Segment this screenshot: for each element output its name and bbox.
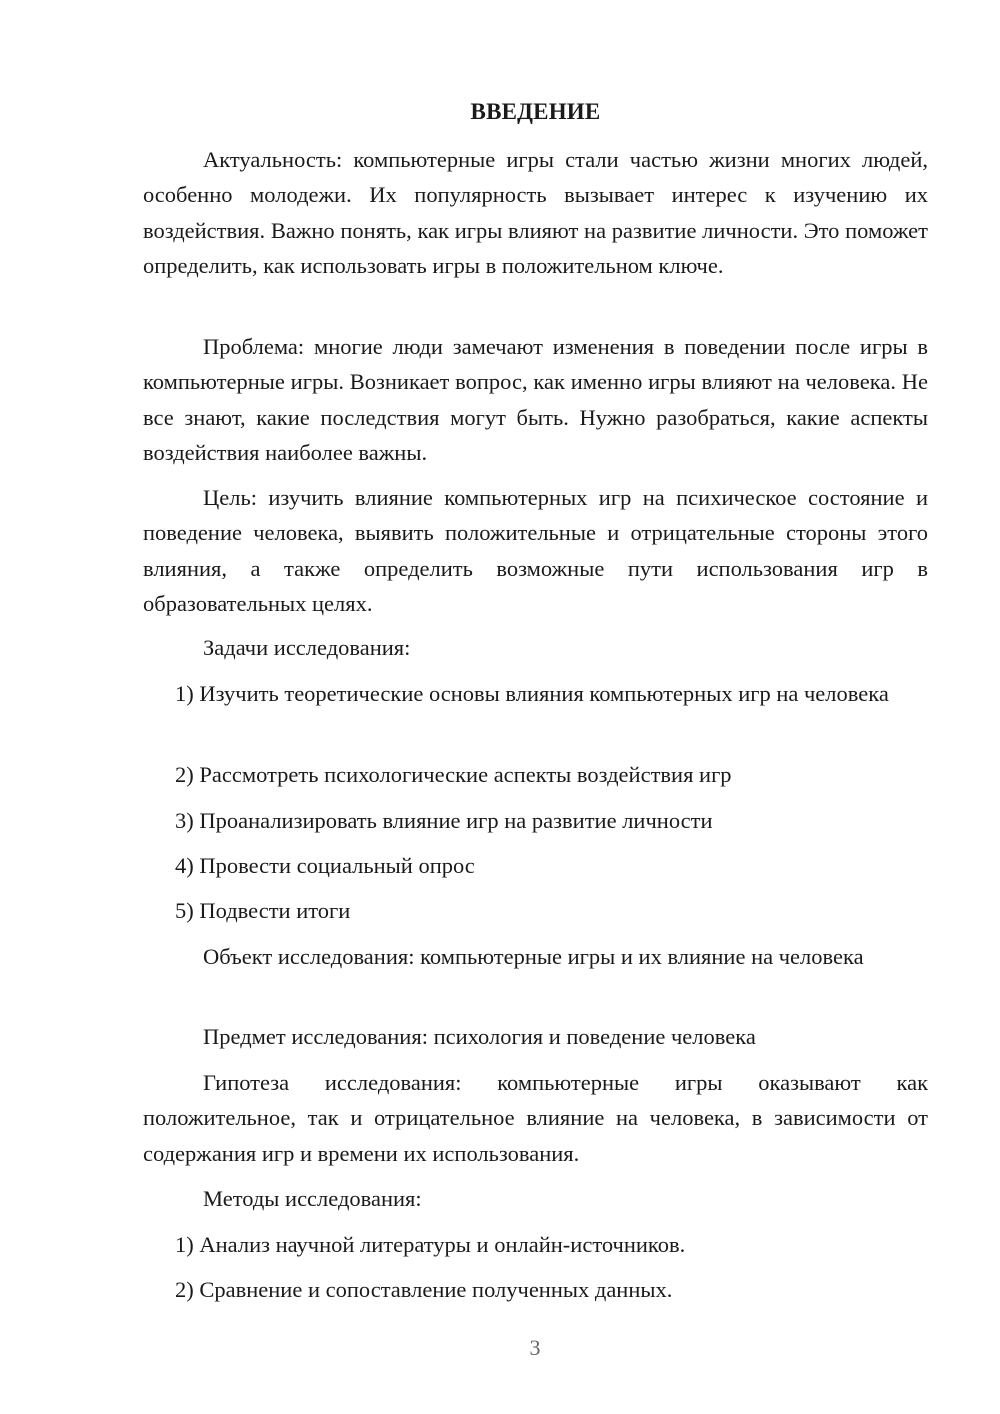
task-item-2: 2) Рассмотреть психологические аспекты воздействия игр [175,762,732,787]
paragraph-hypothesis: Гипотеза исследования: компьютерные игры оказывают как положительное, так и отрицательное влияние на человека, в зависимости от содержания игр и времени их использования. [143,1070,928,1166]
method-item-2: 2) Сравнение и сопоставление полученных данных. [175,1277,673,1302]
task-item-3: 3) Проанализировать влияние игр на развитие личности [175,808,713,833]
page-number: 3 [529,1335,541,1360]
paragraph-subject: Предмет исследования: психология и поведение человека [203,1024,756,1049]
method-item-1: 1) Анализ научной литературы и онлайн-источников. [175,1232,686,1257]
task-item-1: 1) Изучить теоретические основы влияния компьютерных игр на человека [175,681,889,706]
paragraph-object: Объект исследования: компьютерные игры и их влияние на человека [203,944,864,969]
tasks-heading: Задачи исследования: [203,635,411,660]
methods-heading: Методы исследования: [203,1186,422,1211]
task-item-4: 4) Провести социальный опрос [175,853,475,878]
paragraph-relevance: Актуальность: компьютерные игры стали частью жизни многих людей, особенно молодежи. Их популярность вызывает интерес к изучению их воздействия. Важно понять, как игры влияют на развитие личности. Это поможет определить, как использовать игры в положительном ключе. [143,147,928,278]
paragraph-goal: Цель: изучить влияние компьютерных игр на психическое состояние и поведение человека, выявить положительные и отрицательные стороны этого влияния, а также определить возможные пути использования игр в образовательных целях. [143,485,928,616]
paragraph-problem: Проблема: многие люди замечают изменения в поведении после игры в компьютерные игры. Возникает вопрос, как именно игры влияют на человека. Не все знают, какие последствия могут быть. Нужно разобраться, какие аспекты воздействия наиболее важны. [143,334,928,465]
task-item-5: 5) Подвести итоги [175,898,351,923]
section-title: ВВЕДЕНИЕ [470,99,601,124]
